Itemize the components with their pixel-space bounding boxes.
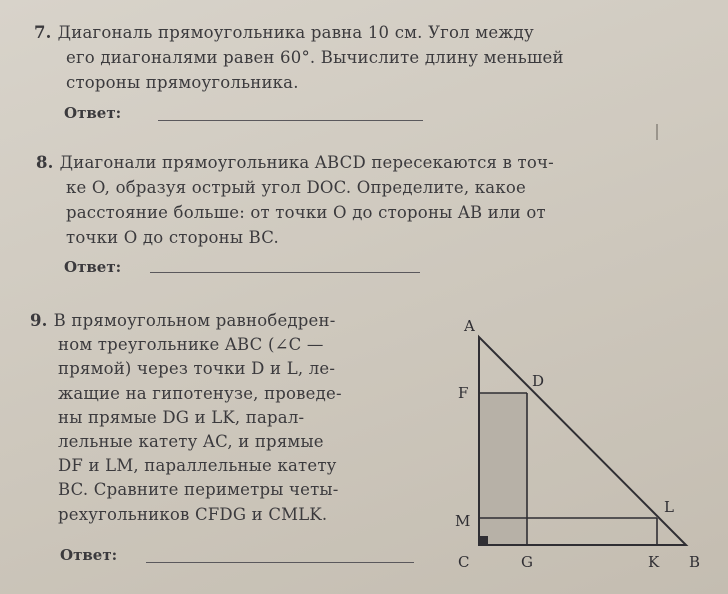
problem-8-line-4: точки O до стороны BC. [66,228,279,247]
right-angle-mark [479,536,488,545]
problem-8-line-1: 8. Диагонали прямоугольника ABCD пересекаются в точ- [36,153,554,172]
problem-9-number: 9. [30,311,48,330]
label-k: K [648,553,660,571]
problem-8-line-3: расстояние больше: от точки O до стороны AB или от [66,203,546,222]
problem-8-line-2: ке O, образуя острый угол DOC. Определите, какое [66,178,526,197]
problem-9-line-9: рехугольников CFDG и CMLK. [58,504,328,524]
problem-7-answer-label: Ответ: [64,104,122,122]
problem-8-answer-label: Ответ: [64,258,122,276]
problem-9-line-2: ном треугольнике ABC (∠C — [58,335,324,355]
problem-9-line-5: ны прямые DG и LK, парал- [58,407,305,427]
label-c: C [458,553,470,571]
problem-9-line-4: жащие на гипотенузе, проведе- [58,383,342,403]
label-d: D [532,372,545,390]
label-a: A [464,317,475,335]
label-f: F [458,384,469,402]
label-l: L [664,498,674,516]
problem-7-line-1: 7. Диагональ прямоугольника равна 10 см. Угол между [34,23,534,42]
problem-7-line-3: стороны прямоугольника. [66,73,299,92]
problem-9-line-7: DF и LM, параллельные катету [58,456,337,476]
problem-9-line-1: 9. В прямоугольном равнобедрен- [30,311,336,330]
rect-cfdg-shade [479,393,527,545]
problem-9-line-6: лельные катету AC, и прямые [58,432,324,452]
problem-9-answer-label: Ответ: [60,546,118,564]
problem-7-number: 7. [34,23,52,42]
label-b: B [689,553,701,571]
label-m: M [455,512,471,530]
problem-7-line-2: его диагоналями равен 60°. Вычислите длину меньшей [66,48,564,67]
label-g: G [521,553,533,571]
problem-8-number: 8. [36,153,54,172]
problem-9-line-8: BC. Сравните периметры четы- [58,480,339,500]
problem-9-line-3: прямой) через точки D и L, ле- [58,359,336,379]
